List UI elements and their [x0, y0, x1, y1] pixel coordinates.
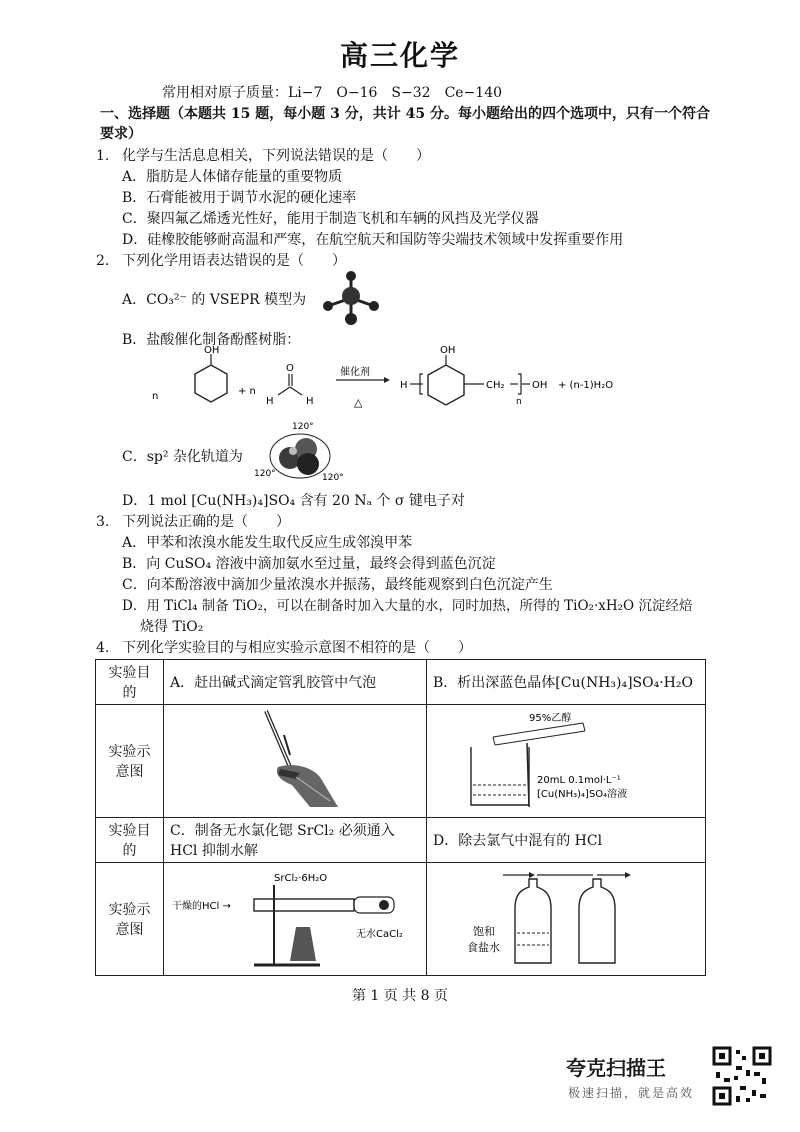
- h-label: H: [266, 396, 274, 407]
- crystallization-figure: [433, 707, 699, 811]
- brine-label-line1: 饱和: [473, 925, 495, 938]
- option-c: C．制备无水氯化锶 SrCl₂ 必须通入 HCl 抑制水解: [164, 818, 427, 863]
- diagram-b: [427, 705, 706, 818]
- option-b: B．析出深蓝色晶体[Cu(NH₃)₄]SO₄·H₂O: [427, 660, 706, 705]
- question-stem: 下列说法正确的是（ ）: [122, 514, 290, 530]
- oh-label: OH: [440, 345, 456, 356]
- diagram-c: [164, 863, 427, 976]
- heat-symbol: △: [354, 396, 363, 409]
- o-label: O: [286, 363, 294, 374]
- salt-label: SrCl₂·6H₂O: [274, 873, 328, 884]
- option-c: C．聚四氟乙烯透光性好，能用于制造飞机和车辆的风挡及光学仪器: [122, 211, 539, 227]
- experiment-table: [95, 659, 706, 976]
- drying-apparatus-figure: [170, 865, 420, 969]
- ch2-label: CH₂: [486, 380, 505, 391]
- diagram-d: [427, 863, 706, 976]
- option-a: A．赶出碱式滴定管乳胶管中气泡: [164, 660, 427, 705]
- calcium-chloride-label: 无水CaCl₂: [356, 929, 403, 940]
- diagram-a: [164, 705, 427, 818]
- option-d: D．用 TiCl₄ 制备 TiO₂，可以在制备时加入大量的水，同时加热，所得的 TiO₂·xH₂O 沉淀经焙: [122, 598, 693, 614]
- atomic-masses: 常用相对原子质量：Li−7 O−16 S−32 Ce−140: [162, 85, 503, 101]
- angle-label: 120°: [254, 469, 276, 479]
- burette-hand-figure: [170, 707, 420, 811]
- ethanol-label: 95%乙醇: [529, 713, 572, 724]
- polymer-n: n: [516, 397, 522, 407]
- question-stem: 下列化学用语表达错误的是（ ）: [122, 253, 346, 269]
- question-number: 1.: [96, 148, 110, 164]
- solution-concentration: 20mL 0.1mol·L⁻¹: [537, 775, 621, 786]
- question-number: 3.: [96, 514, 110, 530]
- vsepr-model-figure: [318, 270, 384, 326]
- page-footer: 第 1 页 共 8 页: [351, 988, 449, 1004]
- oh-label: OH: [204, 345, 220, 356]
- h-label: H: [306, 396, 314, 407]
- brine-label-line2: 食盐水: [467, 941, 500, 954]
- option-a: A．CO₃²⁻ 的 VSEPR 模型为: [122, 292, 307, 308]
- h-label: H: [400, 380, 408, 391]
- question-number: 4.: [96, 640, 110, 656]
- question-number: 2.: [96, 253, 110, 269]
- option-c: C．sp² 杂化轨道为: [122, 449, 243, 465]
- option-c: C．向苯酚溶液中滴加少量浓溴水并振荡，最终能观察到白色沉淀产生: [122, 577, 553, 593]
- coefficient-n: + n: [238, 386, 256, 397]
- scanner-watermark-logo: 夸克扫描王: [566, 1056, 666, 1080]
- question-stem: 下列化学实验目的与相应实验示意图不相符的是（ ）: [122, 640, 472, 656]
- option-d: D．1 mol [Cu(NH₃)₄]SO₄ 含有 20 Nₐ 个 σ 键电子对: [122, 493, 465, 509]
- label-purpose: 实验目的: [96, 660, 164, 705]
- section-heading: 一、选择题（本题共 15 题，每小题 3 分，共计 45 分。每小题给出的四个选项中，只有一个符合要求）: [100, 106, 710, 142]
- sp2-orbital-figure: [248, 418, 348, 490]
- label-diagram: 实验示意图: [96, 863, 164, 976]
- coefficient-n: n: [152, 391, 159, 402]
- catalyst-label: 催化剂: [340, 367, 370, 378]
- option-d: D．硅橡胶能够耐高温和严寒，在航空航天和国防等尖端技术领域中发挥重要作用: [122, 232, 624, 248]
- option-b: B．石膏能被用于调节水泥的硬化速率: [122, 190, 357, 206]
- option-d: D．除去氯气中混有的 HCl: [427, 818, 706, 863]
- label-purpose: 实验目的: [96, 818, 164, 863]
- option-b: B．盐酸催化制备酚醛树脂：: [122, 332, 301, 348]
- gas-inlet-label: 干燥的HCl →: [172, 901, 231, 912]
- solution-name: [Cu(NH₃)₄]SO₄溶液: [537, 789, 628, 800]
- gas-wash-bottles-figure: [433, 865, 699, 969]
- option-b: B．向 CuSO₄ 溶液中滴加氨水至过量，最终会得到蓝色沉淀: [122, 556, 496, 572]
- page-title: 高三化学: [339, 39, 460, 72]
- option-a: A．甲苯和浓溴水能发生取代反应生成邻溴甲苯: [122, 535, 413, 551]
- water-byproduct: + (n-1)H₂O: [558, 380, 614, 391]
- option-a: A．脂肪是人体储存能量的重要物质: [122, 169, 343, 185]
- scanner-watermark-tagline: 极速扫描，就是高效: [568, 1086, 695, 1100]
- oh-label: OH: [532, 380, 548, 391]
- angle-label: 120°: [322, 473, 344, 483]
- qr-code-icon: [712, 1046, 772, 1106]
- phenol-formaldehyde-equation: [140, 344, 640, 420]
- label-diagram: 实验示意图: [96, 705, 164, 818]
- angle-label: 120°: [292, 422, 314, 432]
- option-d-continued: 烧得 TiO₂: [140, 619, 204, 635]
- question-stem: 化学与生活息息相关，下列说法错误的是（ ）: [122, 148, 430, 164]
